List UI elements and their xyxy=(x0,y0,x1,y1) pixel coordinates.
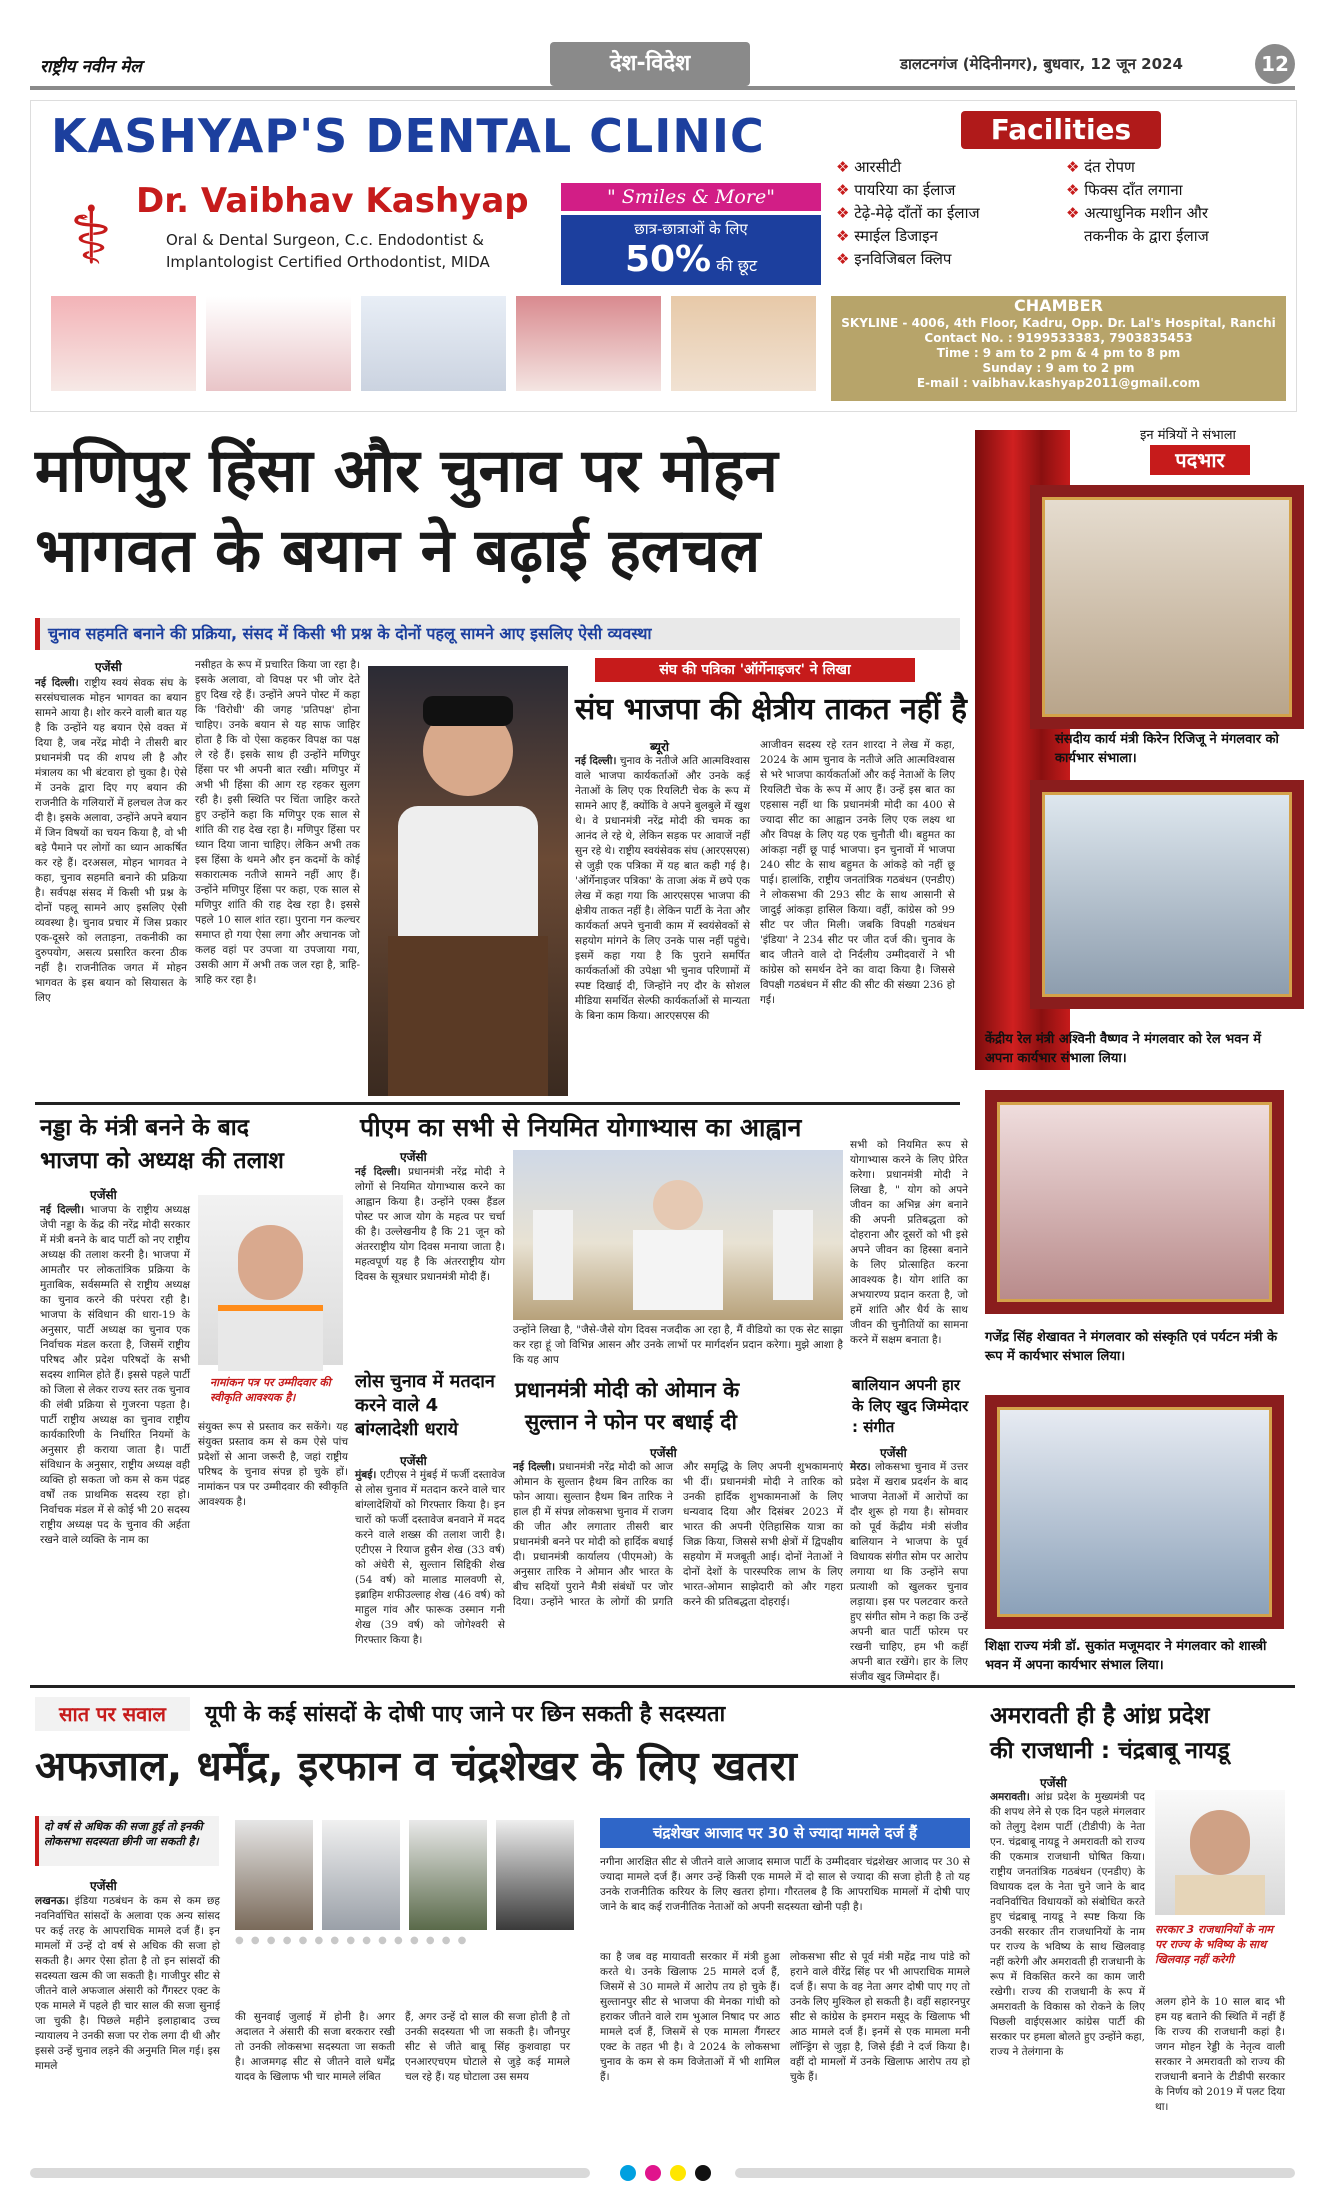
saat-par-sawal-body-1: लखनऊ। इंडिया गठबंधन के कम से कम छह नवनिर्वाचित सांसदों के अलावा एक अन्य सांसद पर कई तरह के आपराधिक मामले दर्ज हैं। इन मामलों में उन्हें दो वर्ष से अधिक की सजा हो सकती है। अगर ऐसा होता है तो इन सांसदों की सदस्यता खत्म की जा सकती है। गाजीपुर सीट से जीतने वाले अफजाल अंसारी को गैंगस्टर एक्ट के एक मामले में पहले ही चार साल की सजा सुनाई जा चुकी है। पिछले महीने इलाहाबाद उच्च न्यायालय ने उनकी सजा पर रोक लगा दी थी और इससे उन्हें चुनाव लड़ने की अनुमति मिल गई। इस मामले xyxy=(35,1895,220,2072)
nadda-headline-2: भाजपा को अध्यक्ष की तलाश xyxy=(40,1148,284,1174)
bottom-section-rule xyxy=(30,1685,1295,1688)
minister-caption-1: संसदीय कार्य मंत्री किरेन रिजिजू ने मंगलवार को कार्यभार संभाला। xyxy=(1055,732,1279,766)
nadda-photo-caption: नामांकन पत्र पर उम्मीदवार की स्वीकृति आवश्यक है। xyxy=(210,1376,331,1404)
nadda-headline-1: नड्डा के मंत्री बनने के बाद xyxy=(40,1115,249,1141)
lead-body-col-2: नसीहत के रूप में प्रचारित किया जा रहा है। इसके अलावा, वो विपक्ष पर भी जोर देते हुए दिख रहे हैं। उन्होंने अपने पोस्ट में कहा कि 'विरोधी' की जगह 'प्रतिपक्ष' होना चाहिए। उनके बयान से यह साफ जाहिर होता है कि वो ऐसा कहकर विपक्ष का पक्ष ले रहे हैं। इसके साथ ही उन्होंने मणिपुर हिंसा पर भी अपनी बात रखी। मणिपुर में अभी भी हिंसा की आग रह रहकर सुलग रही है। इसी स्थिति पर चिंता जाहिर करते हुए उन्होंने कहा कि मणिपुर एक साल से शांति की राह देख रहा है। मणिपुर हिंसा पर ध्यान दिया जाना चाहिए। लेकिन अभी तक इस हिंसा के थमने और इन कदमों के कोई सकारात्मक नतीजे सामने नहीं आए हैं। उन्होंने मणिपुर हिंसा पर कहा, एक साल से मणिपुर शांति की राह देख रहा है। इससे पहले 10 साल शांत रहा। पुराना गन कल्चर समाप्त हो गया ऐसा लगा और अचानक जो कलह वहां पर उपजा या उपजाया गया, उसकी आग में अभी तक जल रहा है, त्राहि-त्राहि कर रहा है। xyxy=(195,659,360,986)
bangla-body: मुंबई। एटीएस ने मुंबई में फर्जी दस्तावेज से लोस चुनाव में मतदान करने वाले चार बांग्लादेशियों को गिरफ्तार किया है। इन चारों को फर्जी दस्तावेज बनवाने में मदद करने वाले शख्स की तलाश जारी है। एटीएस ने रियाज हुसैन शेख (33 वर्ष) को अंधेरी से, सुल्तान सिद्दिकी शेख (54 वर्ष) को मालाड मालवणी से, इब्राहिम शफीउल्लाह शेख (46 वर्ष) को माहुल गांव और फारूक उस्मान गनी शेख (39 वर्ष) को जोगेश्वरी से गिरफ्तार किया है। xyxy=(355,1469,505,1646)
organiser-col-1: नई दिल्ली। चुनाव के नतीजे अति आत्मविश्वास वाले भाजपा कार्यकर्ताओं और उनके कई नेताओं के लिए एक रियलिटी चेक के रूप में सामने आए हैं, क्योंकि वे अपने बुलबुले में खुश थे। वे प्रधानमंत्री नरेंद्र मोदी की चमक का आनंद ले रहे थे, लेकिन सड़क पर आवाजें नहीं सुन रहे थे। राष्ट्रीय स्वयंसेवक संघ (आरएसएस) से जुड़ी एक पत्रिका में यह बात कही गई है। 'ऑर्गेनाइजर पत्रिका' के ताजा अंक में छपे एक लेख में कहा गया कि आरएसएस भाजपा की क्षेत्रीय ताकत नहीं है। लेकिन पार्टी के नेता और कार्यकर्ता अपने चुनावी काम में स्वयंसेवकों से सहयोग मांगने के लिए उनके पास नहीं पहुंचे। इसमें कहा गया है कि पुराने समर्पित कार्यकर्ताओं की उपेक्षा भी चुनाव परिणामों में स्पष्ट दिखाई दी, जिन्होंने नए दौर के सोशल मीडिया समर्थित सेल्फी कार्यकर्ताओं से मान्यता के बिना काम किया। आरएसएस की xyxy=(575,755,750,1022)
section-rule xyxy=(35,1102,960,1105)
footer-color-bar xyxy=(30,2165,1295,2181)
yoga-photo-caption: उन्होंने लिखा है, "जैसे-जैसे योग दिवस नजदीक आ रहा है, मैं वीडियो का एक सेट साझा कर रहा हूं जो विभिन्न आसन और उनके लाभों पर मार्गदर्शन प्रदान करेगा। मुझे आशा है कि यह आप xyxy=(513,1324,843,1366)
oman-byline: एजेंसी xyxy=(650,1446,677,1460)
minister-caption-2: केंद्रीय रेल मंत्री अश्विनी वैष्णव ने मंगलवार को रेल भवन में अपना कार्यभार संभाला लिया। xyxy=(985,1032,1262,1066)
dental-clinic-ad xyxy=(30,100,1297,412)
doctor-name: Dr. Vaibhav Kashyap xyxy=(136,181,529,221)
minister-photo-2 xyxy=(1030,780,1304,1009)
yoga-photo xyxy=(513,1150,843,1320)
nadda-body-2: संयुक्त रूप से प्रस्ताव कर सकेंगे। यह संयुक्त प्रस्ताव कम से कम ऐसे पांच प्रदेशों से आना जरूरी है, जहां राष्ट्रीय परिषद के चुनाव संपन्न हो चुके हों। नामांकन पत्र पर उम्मीदवार की स्वीकृति आवश्यक है। xyxy=(198,1421,348,1508)
section-label: देश-विदेश xyxy=(550,42,750,86)
paper-name: राष्ट्रीय नवीन मेल xyxy=(40,57,142,77)
caduceus-icon: ⚕ xyxy=(69,189,113,282)
teeth-image-4 xyxy=(516,296,661,391)
nadda-body: नई दिल्ली। भाजपा के राष्ट्रीय अध्यक्ष जेपी नड्डा के केंद्र की नरेंद्र मोदी सरकार में मंत्री बनने के बाद पार्टी को नए राष्ट्रीय अध्यक्ष की तलाश करनी है। भाजपा में आमतौर पर लोकतांत्रिक प्रक्रिया के मुताबिक, सर्वसम्मति से राष्ट्रीय अध्यक्ष का चुनाव करने की परंपरा रही है। भाजपा के संविधान की धारा-19 के अनुसार, पार्टी अध्यक्ष का चुनाव एक निर्वाचक मंडल करता है, जिसमें राष्ट्रीय परिषद और प्रदेश परिषदों के सभी सदस्य शामिल होते हैं। इससे पहले पार्टी को जिला से लेकर राज्य स्तर तक चुनाव की लंबी प्रक्रिया से गुजरना पड़ता है। पार्टी राष्ट्रीय अध्यक्ष का चुनाव राष्ट्रीय कार्यकारिणी के निर्धारित नियमों के अनुसार ही कराया जाता है। पार्टी संविधान के अनुसार, राष्ट्रीय अध्यक्ष वही व्यक्ति हो सकता जो कम से कम पंद्रह वर्षों तक प्राथमिक सदस्य रहा हो। निर्वाचक मंडल में से कोई भी 20 सदस्य राष्ट्रीय अध्यक्ष पद के चुनाव की अर्हता रखने वाले व्यक्ति के नाम का xyxy=(40,1204,190,1546)
yoga-headline: पीएम का सभी से नियमित योगाभ्यास का आह्वान xyxy=(360,1113,802,1142)
facilities-list-left: ❖ आरसीटी ❖ पायरिया का ईलाज ❖ टेढ़े-मेढ़े दाँतों का ईलाज ❖ स्माईल डिजाइन ❖ इनविजिबल क्लिप xyxy=(836,156,980,271)
chamber-box: CHAMBER SKYLINE - 4006, 4th Floor, Kadru, Opp. Dr. Lal's Hospital, Ranchi Contact No. : 9199533383, 7903835453 Time : 9 am to 2 pm & 4 pm to 8 pm Sunday : 9 am to 2 pm E-mail : vaibhav.kashyap2011@gmail.com xyxy=(831,296,1286,401)
mp-photo-3 xyxy=(409,1820,487,1930)
minister-caption-3: गजेंद्र सिंह शेखावत ने मंगलवार को संस्कृति एवं पर्यटन मंत्री के रूप में कार्यभार संभाल लिया। xyxy=(985,1330,1278,1364)
lead-headline-line-2: भागवत के बयान ने बढ़ाई हलचल xyxy=(35,516,761,586)
bhagwat-photo xyxy=(368,666,568,1096)
bangla-headline: लोस चुनाव में मतदान करने वाले 4 बांग्लादेशी धराये xyxy=(355,1371,495,1440)
qualification-2: Implantologist Certified Orthodontist, MIDA xyxy=(166,253,490,271)
oman-body: नई दिल्ली। प्रधानमंत्री नरेंद्र मोदी को आज ओमान के सुल्तान हैथम बिन तारिक का फोन आया। सुल्तान हैथम बिन तारिक ने हाल ही में संपन्न लोकसभा चुनाव में राजग की जीत और लगातार तीसरी बार प्रधानमंत्री बनने पर मोदी को हार्दिक बधाई दी। प्रधानमंत्री कार्यालय (पीएमओ) के अनुसार तारिक ने ओमान और भारत के बीच सदियों पुराने मैत्री संबंधों पर जोर दिया। उन्होंने भारत के लोगों की प्रगति और समृद्धि के लिए अपनी शुभकामनाएं भी दीं। प्रधानमंत्री मोदी ने तारिक को उनकी हार्दिक शुभकामनाओं के लिए धन्यवाद दिया और दिसंबर 2023 में भारत की अपनी ऐतिहासिक यात्रा का जिक्र किया, जिससे सभी क्षेत्रों में द्विपक्षीय सहयोग में मजबूती आई। दोनों नेताओं ने दोनों देशों के पारस्परिक लाभ के लिए भारत-ओमान साझेदारी को और गहरा करने की प्रतिबद्धता दोहराई। xyxy=(513,1461,843,1608)
amravati-body-2: अलग होने के 10 साल बाद भी हम यह बताने की स्थिति में नहीं हैं कि राज्य की राजधानी कहां है। जगन मोहन रेड्डी के नेतृत्व वाली सरकार ने अमरावती को राज्य की राजधानी बनाने के टीडीपी सरकार के निर्णय को 2019 में पलट दिया था। xyxy=(1155,1996,1285,2113)
discount-percent: 50% xyxy=(624,239,712,280)
masthead-rule xyxy=(30,86,1295,90)
nadda-photo xyxy=(198,1195,343,1365)
baliyan-byline: एजेंसी xyxy=(880,1446,907,1460)
saat-par-sawal-body-3: हैं, अगर उन्हें दो साल की सजा होती है तो उनकी सदस्यता भी जा सकती है। जौनपुर सीट से जीते बाबू सिंह कुशवाहा पर एनआरएचएम घोटाले से जुड़े कई मामले चल रहे हैं। यह घोटाला उस समय xyxy=(405,2011,570,2083)
chandrashekhar-box-body: नगीना आरक्षित सीट से जीतने वाले आजाद समाज पार्टी के उम्मीदवार चंद्रशेखर आजाद पर 30 से ज्यादा मामले दर्ज हैं। अगर उन्हें किसी एक मामले में दो साल से ज्यादा की सजा होती है तो यह उनके राजनीतिक करियर के लिए खतरा होगा। गौरतलब है कि आपराधिक मामलों में दोषी पाए जाने के बाद कई राजनीतिक नेताओं को अपनी सदस्यता खोनी पड़ी है। xyxy=(600,1856,970,1913)
side-note: दो वर्ष से अधिक की सजा हुई तो इनकी लोकसभा सदस्यता छीनी जा सकती है। xyxy=(35,1816,219,1866)
oman-headline-2: सुल्तान ने फोन पर बधाई दी xyxy=(525,1410,737,1434)
minister-photo-4 xyxy=(985,1395,1284,1629)
lead-byline: एजेंसी xyxy=(95,660,122,674)
naidu-photo xyxy=(1155,1790,1285,1915)
lead-body-col-1: नई दिल्ली। राष्ट्रीय स्वयं सेवक संघ के सरसंघचालक मोहन भागवत का बयान सामने आया है। शोर करने वाली बात यह है कि उन्होंने यह बयान ऐसे वक्त में दिया है, जब नरेंद्र मोदी ने तीसरी बार प्रधानमंत्री पद की शपथ ली है और मंत्रालय का भी बंटवारा हो चुका है। ऐसे में उनके द्वारा दिए गए बयान की राजनीति के गलियारों में हलचल तेज कर दी है। इसके अलावा, उन्होंने अपने बयान में जिन विषयों का चयन किया है, वो भी बड़े पैमाने पर लोगों का ध्यान आकर्षित कर रहे हैं। दरअसल, मोहन भागवत ने कहा, चुनाव सहमति बनाने की प्रक्रिया है। सर्वपक्ष संसद में किसी भी प्रश्न के दोनों पहलू सामने आए इसलिए ऐसी व्यवस्था है। चुनाव प्रचार में जिस प्रकार एक-दूसरे को लताड़ना, तकनीकी का दुरुपयोग, असत्य प्रसारित करना ठीक नहीं है। राजनीतिक जगत में मोहन भागवत के इस बयान को सियासत के लिए xyxy=(35,677,187,1004)
saat-par-sawal-body-2: की सुनवाई जुलाई में होनी है। अगर अदालत ने अंसारी की सजा बरकरार रखी तो उनकी लोकसभा सदस्यता जा सकती है। आजमगढ़ सीट से जीतने वाले धर्मेंद्र यादव के खिलाफ भी चार मामले लंबित xyxy=(235,2011,395,2083)
organiser-tag: संघ की पत्रिका 'ऑर्गेनाइजर' ने लिखा xyxy=(595,658,915,682)
yoga-byline: एजेंसी xyxy=(400,1150,427,1164)
saat-par-sawal-byline: एजेंसी xyxy=(90,1879,117,1893)
ministers-kicker: इन मंत्रियों ने संभाला xyxy=(1140,428,1236,443)
discount-box: छात्र-छात्राओं के लिए 50% की छूट xyxy=(561,215,821,285)
minister-caption-4: शिक्षा राज्य मंत्री डॉ. सुकांत मजूमदार ने मंगलवार को शास्त्री भवन में अपना कार्यभार संभाल लिया। xyxy=(985,1639,1267,1673)
amravati-byline: एजेंसी xyxy=(1040,1776,1067,1790)
mp-photo-1 xyxy=(235,1820,313,1930)
teeth-image-2 xyxy=(206,296,351,391)
minister-photo-1 xyxy=(1030,485,1304,729)
mp-photo-4 xyxy=(496,1820,574,1930)
clinic-title: KASHYAP'S DENTAL CLINIC xyxy=(51,109,765,163)
baliyan-headline: बालियान अपनी हार के लिए खुद जिम्मेदार : संगीत xyxy=(852,1376,969,1436)
photo-strip-dots: ● ● ● ● ● ● ● ● ● ● ● ● ● ● ● xyxy=(235,1935,469,1946)
yoga-col-1: नई दिल्ली। प्रधानमंत्री नरेंद्र मोदी ने लोगों से नियमित योगाभ्यास करने का आह्वान किया है। उन्होंने एक्स हैंडल पोस्ट पर आज योग के महत्व पर चर्चा की है। उल्लेखनीय है कि 21 जून को अंतरराष्ट्रीय योग दिवस मनाया जाता है। महत्वपूर्ण यह है कि अंतरराष्ट्रीय योग दिवस के सूत्रधार प्रधानमंत्री मोदी हैं। xyxy=(355,1166,505,1283)
saat-par-sawal-kicker: यूपी के कई सांसदों के दोषी पाए जाने पर छिन सकती है सदस्यता xyxy=(205,1702,726,1727)
nadda-byline: एजेंसी xyxy=(90,1188,117,1202)
saat-par-sawal-headline: अफजाल, धर्मेंद्र, इरफान व चंद्रशेखर के लिए खतरा xyxy=(35,1742,797,1790)
organiser-headline: संघ भाजपा की क्षेत्रीय ताकत नहीं है xyxy=(575,692,967,727)
yoga-col-2: सभी को नियमित रूप से योगाभ्यास करने के लिए प्रेरित करेगा। प्रधानमंत्री मोदी ने लिखा है, " योग को अपने जीवन का अभिन्न अंग बनाने की अपनी प्रतिबद्धता को दोहराना और दूसरों को भी इसे अपने जीवन का हिस्सा बनाने के लिए प्रोत्साहित करना आवश्यक है। योग शांति का अभयारण्य प्रदान करता है, जो हमें शांति और धैर्य के साथ जीवन की चुनौतियों का सामना करने में सक्षम बनाता है। xyxy=(850,1139,968,1346)
saat-par-sawal-body-4: का है जब वह मायावती सरकार में मंत्री हुआ करते थे। उनके खिलाफ 25 मामले दर्ज हैं, जिसमें से 30 मामले में आरोप तय हो चुके हैं। सुल्तानपुर सीट से भाजपा की मेनका गांधी को हराकर जीतने वाले राम भुआल निषाद पर आठ मामले दर्ज हैं, जिसमें से एक मामला गैंगस्टर एक्ट के तहत भी है। वे 2024 के लोकसभा चुनाव के कम से कम विजेताओं में भी शामिल हैं। xyxy=(600,1951,780,2083)
teeth-image-5 xyxy=(671,296,816,391)
teeth-image-1 xyxy=(51,296,196,391)
minister-photo-3 xyxy=(985,1090,1284,1314)
organiser-byline: ब्यूरो xyxy=(650,740,669,754)
amravati-headline-1: अमरावती ही है आंध्र प्रदेश xyxy=(990,1703,1210,1729)
lead-headline-line-1: मणिपुर हिंसा और चुनाव पर मोहन xyxy=(35,436,778,506)
mp-photo-2 xyxy=(322,1820,400,1930)
saat-par-sawal-body-5: लोकसभा सीट से पूर्व मंत्री महेंद्र नाथ पांडे को हराने वाले वीरेंद्र सिंह पर भी आपराधिक मामले दर्ज हैं। सपा के वह नेता अगर दोषी पाए गए तो उनके लिए मुश्किल हो सकती है। वहीं सहारनपुर सीट से कांग्रेस के इमरान मसूद के खिलाफ भी आठ मामले दर्ज हैं। इनमें से एक मामला मनी लॉन्ड्रिंग से जुड़ा है, जिसे ईडी ने दर्ज किया है। वहीं दो मामलों में उनके खिलाफ आरोप तय हो चुके हैं। xyxy=(790,1951,970,2083)
bangla-byline: एजेंसी xyxy=(400,1454,427,1468)
naidu-photo-caption: सरकार 3 राजधानियों के नाम पर राज्य के भविष्य के साथ खिलवाड़ नहीं करेगी xyxy=(1155,1923,1273,1966)
dateline: डालटनगंज (मेदिनीनगर), बुधवार, 12 जून 2024 xyxy=(900,55,1183,73)
facilities-list-right: ❖ दंत रोपण ❖ फिक्स दाँत लगाना ❖ अत्याधुनिक मशीन और तकनीक के द्वारा ईलाज xyxy=(1066,156,1209,248)
amravati-body: अमरावती। आंध्र प्रदेश के मुख्यमंत्री पद की शपथ लेने से एक दिन पहले मंगलवार को तेलुगु देशम पार्टी (टीडीपी) के नेता एन. चंद्रबाबू नायडू ने अमरावती को राज्य की एकमात्र राजधानी घोषित किया। राष्ट्रीय जनतांत्रिक गठबंधन (एनडीए) के विधायक दल के नेता चुने जाने के बाद नवनिर्वाचित विधायकों को संबोधित करते हुए चंद्रबाबू नायडू ने स्पष्ट किया कि उनकी सरकार तीन राजधानियों के नाम पर राज्य के भविष्य के साथ खिलवाड़ नहीं करेगी और अमरावती ही राजधानी के रूप में विकसित करने का काम जारी रखेगी। राज्य की राजधानी के रूप में अमरावती के विकास को रोकने के लिए पिछली वाईएसआर कांग्रेस पार्टी की सरकार पर हमला बोलते हुए उन्होंने कहा, राज्य ने तेलंगाना के xyxy=(990,1791,1146,2058)
tagline: " Smiles & More" xyxy=(561,183,821,211)
masthead xyxy=(30,42,1295,86)
teeth-image-3 xyxy=(361,296,506,391)
facilities-title: Facilities xyxy=(961,111,1161,149)
saat-par-sawal-label: सात पर सवाल xyxy=(35,1697,190,1731)
qualification-1: Oral & Dental Surgeon, C.c. Endodontist & xyxy=(166,231,484,249)
organiser-col-2: आजीवन सदस्य रहे रतन शारदा ने लेख में कहा, 2024 के आम चुनाव के नतीजे अति आत्मविश्वास से भरे भाजपा कार्यकर्ताओं और कई नेताओं के लिए रियलिटी चेक के रूप में आए हैं। उन्हें इस बात का एहसास नहीं था कि प्रधानमंत्री मोदी का 400 से ज्यादा सीट का आह्वान उनके लिए एक लक्ष्य था और विपक्ष के लिए यह एक चुनौती थी। बहुमत का आंकड़ा नहीं छू पाई भाजपा। इन चुनावों में भाजपा 240 सीट के साथ बहुमत के आंकड़े को नहीं छू पाई। हालांकि, राष्ट्रीय जनतांत्रिक गठबंधन (एनडीए) ने लोकसभा की 293 सीट के साथ आसानी से जादुई आंकड़ा हासिल किया। वहीं, कांग्रेस को 99 सीट पर जीत मिली। जबकि विपक्षी गठबंधन 'इंडिया' ने 234 सीट पर जीत दर्ज की। चुनाव के बाद जीतने वाले दो निर्दलीय उम्मीदवारों ने भी कांग्रेस को समर्थन देने का वादा किया है। जिससे विपक्षी गठबंधन में सीट की सीट की संख्या 236 हो गई। xyxy=(760,739,955,1006)
amravati-headline-2: की राजधानी : चंद्रबाबू नायडू xyxy=(990,1738,1230,1764)
oman-headline-1: प्रधानमंत्री मोदी को ओमान के xyxy=(515,1378,740,1402)
lead-deck: चुनाव सहमति बनाने की प्रक्रिया, संसद में किसी भी प्रश्न के दोनों पहलू सामने आए इसलिए ऐसी व्यवस्था xyxy=(35,618,960,650)
ministers-badge: पदभार xyxy=(1150,445,1250,475)
baliyan-body: मेरठ। लोकसभा चुनाव में उत्तर प्रदेश में खराब प्रदर्शन के बाद भाजपा नेताओं में आरोपों का दौर शुरू हो गया है। सोमवार को पूर्व केंद्रीय मंत्री संजीव बालियान ने भाजपा के पूर्व विधायक संगीत सोम पर आरोप लगाया था कि उन्होंने सपा प्रत्याशी को खुलकर चुनाव लड़ाया। इस पर पलटवार करते हुए संगीत सोम ने कहा कि उन्हें अपनी बात पार्टी फोरम पर रखनी चाहिए, हम भी कहीं अपनी बात रखेंगे। हार के लिए संजीव खुद जिम्मेदार हैं। xyxy=(850,1461,968,1683)
page-number: 12 xyxy=(1255,44,1295,84)
chandrashekhar-box-title: चंद्रशेखर आजाद पर 30 से ज्यादा मामले दर्ज हैं xyxy=(600,1818,970,1848)
